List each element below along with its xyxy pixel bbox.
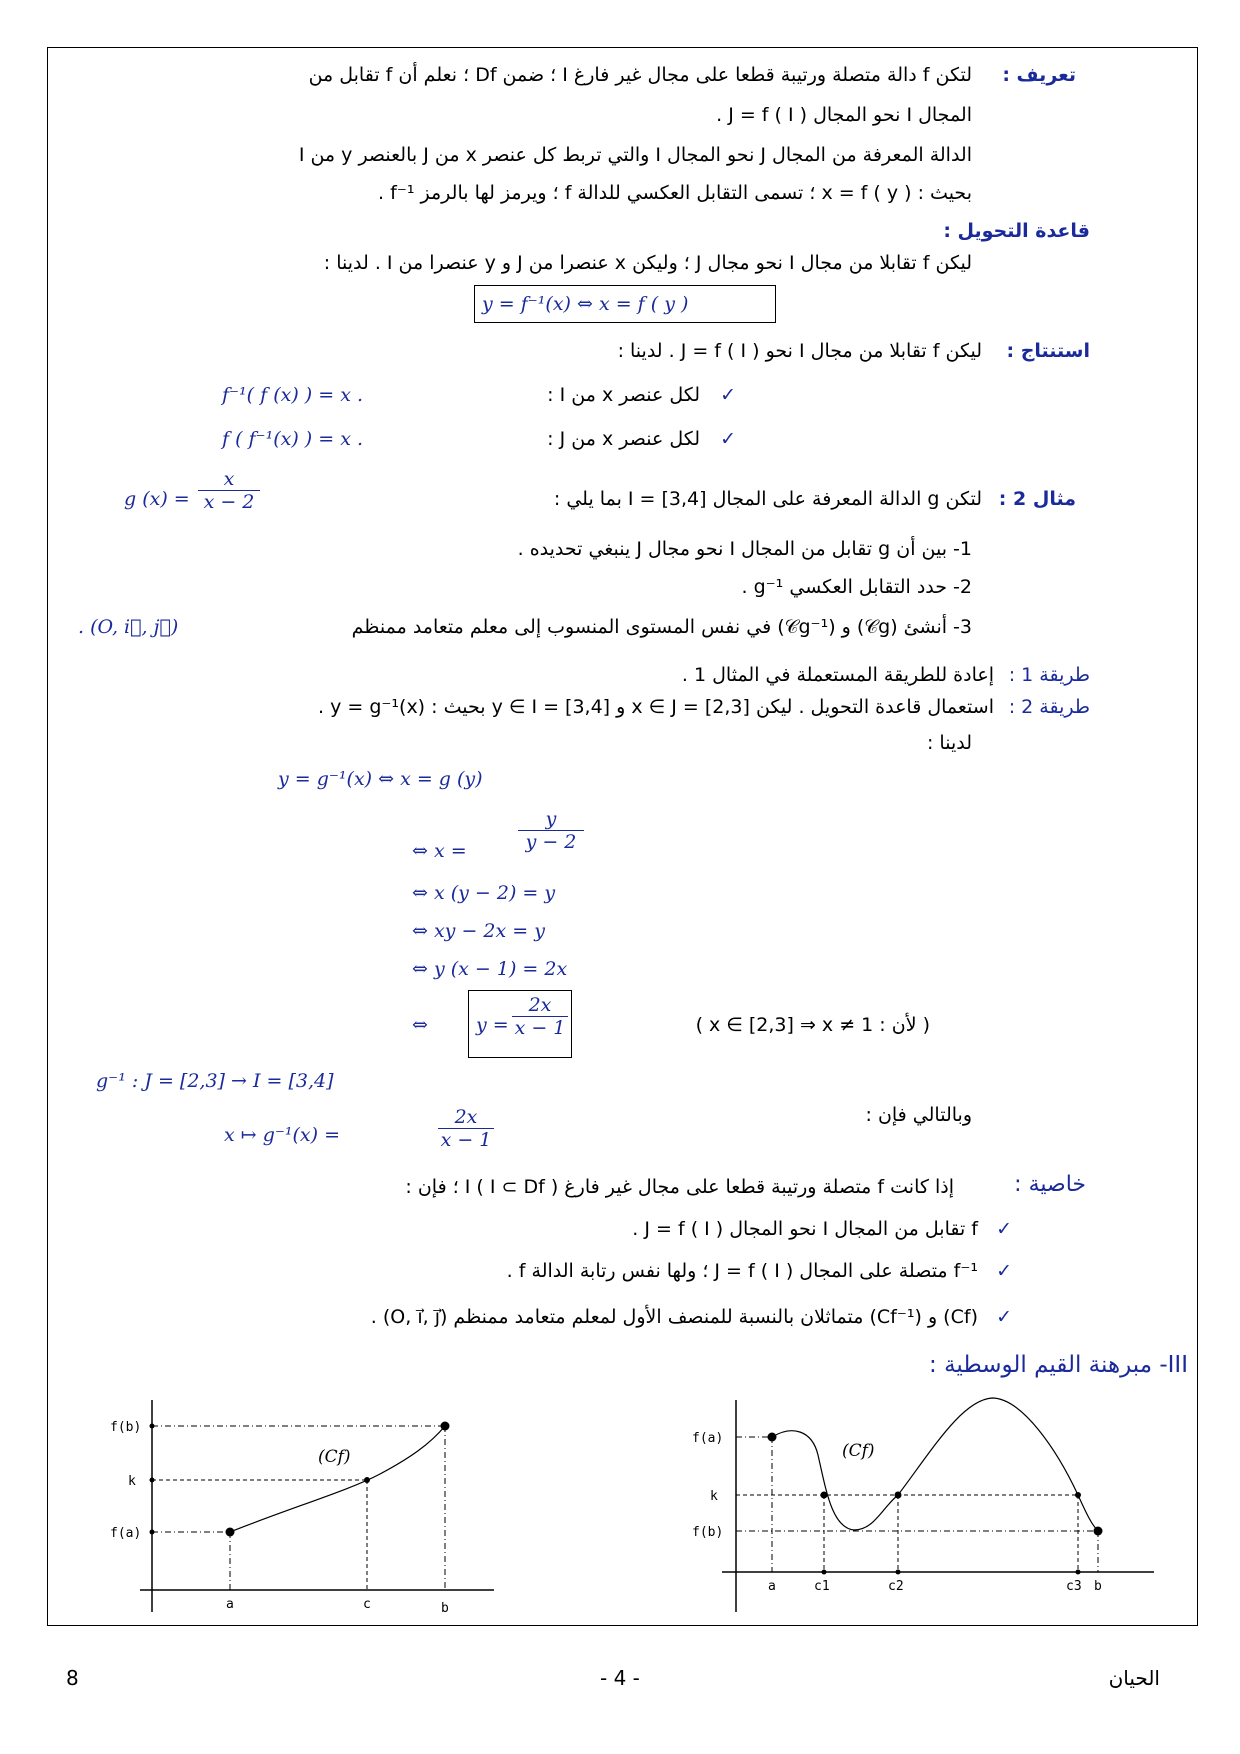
label-c: c: [363, 1597, 371, 1612]
transform-rule-label: قاعدة التحويل :: [943, 220, 1090, 242]
tick-c2: [896, 1570, 901, 1575]
property-bullet-2: f⁻¹ متصلة على المجال J = f ( I ) ؛ ولها نفس رتابة الدالة f .: [506, 1260, 978, 1282]
definition-line-1: لتكن f دالة متصلة ورتيبة قطعا على مجال غير فارغ I ؛ ضمن Df ؛ نعلم أن f تقابل من: [308, 64, 972, 86]
point-c: [364, 1477, 370, 1483]
label-b: b: [441, 1601, 449, 1616]
label-b: b: [1094, 1579, 1102, 1594]
conclusion-item-2-text: لكل عنصر x من J :: [547, 428, 700, 450]
property-bullet-3: (Cf) و (Cf⁻¹) متماثلان بالنسبة للمنصف الأول لمعلم متعامد ممنظم (O, i⃗, j⃗) .: [370, 1306, 978, 1328]
fraction-denominator: x − 1: [438, 1128, 494, 1151]
label-fb: f(b): [110, 1420, 142, 1435]
fraction-numerator: 2x: [454, 1106, 478, 1128]
label-c2: c2: [888, 1579, 904, 1594]
method-1-label: طريقة 1 :: [1008, 664, 1090, 686]
method-2-text: استعمال قاعدة التحويل . ليكن x ∈ J = [2,3] و y ∈ I = [3,4] بحيث : y = g⁻¹(x) .: [317, 696, 994, 718]
label-curve: (Cf): [842, 1441, 875, 1461]
check-icon: ✓: [996, 1218, 1012, 1240]
label-c3: c3: [1066, 1579, 1082, 1594]
fraction-numerator: 2x: [528, 994, 552, 1016]
label-k: k: [128, 1474, 136, 1489]
example-2-label: مثال 2 :: [998, 488, 1076, 510]
example-2-g-fraction: [198, 468, 260, 513]
point-c1: [821, 1492, 828, 1499]
check-icon: ✓: [996, 1306, 1012, 1328]
footer-number: 8: [66, 1666, 79, 1690]
derivation-row-6-fraction: [512, 994, 568, 1039]
point-b: [1094, 1527, 1103, 1536]
example-2-g-lhs: g (x) =: [124, 488, 190, 510]
tick-k: [150, 1478, 155, 1483]
point-c2: [895, 1492, 902, 1499]
label-a: a: [768, 1579, 776, 1594]
example-2-question-3-math: . (O, i⃗, j⃗): [78, 616, 179, 638]
check-icon: ✓: [996, 1260, 1012, 1282]
point-a: [768, 1433, 777, 1442]
definition-line-3: الدالة المعرفة من المجال J نحو المجال I والتي تربط كل عنصر x من J بالعنصر y من I: [298, 144, 972, 166]
conclusion-item-1-math: f⁻¹( f (x) ) = x .: [222, 384, 363, 406]
tick-c1: [822, 1570, 827, 1575]
inverse-mapping-line-2: x ↦ g⁻¹(x) =: [224, 1124, 341, 1146]
footer-page: - 4 -: [600, 1666, 640, 1690]
label-c1: c1: [814, 1579, 830, 1594]
derivation-row-6-lhs: ⇔: [412, 1014, 428, 1036]
derivation-row-2-fraction: [518, 808, 584, 853]
inverse-mapping-line-1: g⁻¹ : J = [2,3] → I = [3,4]: [96, 1070, 334, 1092]
definition-line-4: بحيث : x = f ( y ) ؛ تسمى التقابل العكسي للدالة f ؛ ويرمز لها بالرمز f⁻¹ .: [378, 182, 972, 204]
derivation-row-6-box-lhs: y =: [476, 1014, 509, 1036]
fraction-denominator: x − 2: [198, 490, 260, 513]
fraction-denominator: x − 1: [512, 1016, 568, 1039]
conclusion-item-2-math: f ( f⁻¹(x) ) = x .: [222, 428, 363, 450]
derivation-row-4: ⇔ xy − 2x = y: [412, 920, 545, 942]
fraction-numerator: x: [223, 468, 235, 490]
definition-line-2: المجال I نحو المجال J = f ( I ) .: [716, 104, 972, 126]
transform-rule-line-1: ليكن f تقابلا من مجال I نحو مجال J ؛ وليكن x عنصرا من J و y عنصرا من I . لدينا :: [323, 252, 972, 274]
fraction-numerator: y: [545, 808, 557, 830]
property-line-1: إذا كانت f متصلة ورتيبة قطعا على مجال غير فارغ I ( I ⊂ Df ) ؛ فإن :: [405, 1176, 954, 1198]
example-2-question-3: 3- أنشئ (𝒞g) و (𝒞g⁻¹) في نفس المستوى المنسوب إلى معلم متعامد ممنظم: [351, 616, 972, 638]
property-bullet-1: f تقابل من المجال I نحو المجال J = f ( I ) .: [632, 1218, 978, 1240]
inverse-mapping-fraction: [438, 1106, 494, 1151]
therefore-text: وبالتالي فإن :: [865, 1104, 972, 1126]
conclusion-line-1: ليكن f تقابلا من مجال I نحو J = f ( I ) . لدينا :: [617, 340, 982, 362]
fraction-denominator: y − 2: [518, 830, 584, 853]
curve-cf: [230, 1426, 445, 1532]
point-b: [441, 1422, 450, 1431]
example-2-question-2: 2- حدد التقابل العكسي g⁻¹ .: [741, 576, 972, 598]
tick-fb: [150, 1424, 155, 1429]
check-icon: ✓: [720, 428, 736, 450]
point-a: [226, 1528, 235, 1537]
property-label: خاصية :: [1014, 1172, 1086, 1197]
label-curve: (Cf): [318, 1447, 351, 1467]
derivation-row-1: y = g⁻¹(x) ⇔ x = g (y): [278, 768, 483, 790]
label-fa: f(a): [110, 1526, 142, 1541]
label-fa: f(a): [692, 1431, 724, 1446]
definition-label: تعريف :: [1002, 64, 1076, 86]
label-a: a: [226, 1597, 234, 1612]
method-2-label: طريقة 2 :: [1008, 696, 1090, 718]
tick-fa: [150, 1530, 155, 1535]
footer-author: الحيان: [1108, 1666, 1160, 1690]
graph-right: [682, 1380, 1162, 1622]
transform-formula: y = f⁻¹(x) ⇔ x = f ( y ): [482, 293, 689, 315]
curve-cf: [772, 1398, 1098, 1531]
graph-left: [100, 1390, 500, 1622]
derivation-row-3: ⇔ x (y − 2) = y: [412, 882, 556, 904]
label-k: k: [710, 1489, 718, 1504]
example-2-question-1: 1- بين أن g تقابل من المجال I نحو مجال J ينبغي تحديده .: [517, 538, 972, 560]
example-2-line-1: لتكن g الدالة المعرفة على المجال I = [3,4] بما يلي :: [553, 488, 982, 510]
conclusion-label: استنتاج :: [1006, 340, 1090, 362]
check-icon: ✓: [720, 384, 736, 406]
tick-c3: [1076, 1570, 1081, 1575]
conclusion-item-1-text: لكل عنصر x من I :: [547, 384, 700, 406]
point-c3: [1075, 1492, 1081, 1498]
derivation-because: ( لأن : x ∈ [2,3] ⇒ x ≠ 1 ): [695, 1014, 930, 1036]
label-fb: f(b): [692, 1525, 724, 1540]
derivation-row-2-lhs: ⇔ x =: [412, 840, 467, 862]
method-2-we-have: لدينا :: [926, 732, 972, 754]
method-1-text: إعادة للطريقة المستعملة في المثال 1 .: [681, 664, 994, 686]
derivation-row-5: ⇔ y (x − 1) = 2x: [412, 958, 568, 980]
section-3-title: III- مبرهنة القيم الوسطية :: [929, 1352, 1188, 1378]
